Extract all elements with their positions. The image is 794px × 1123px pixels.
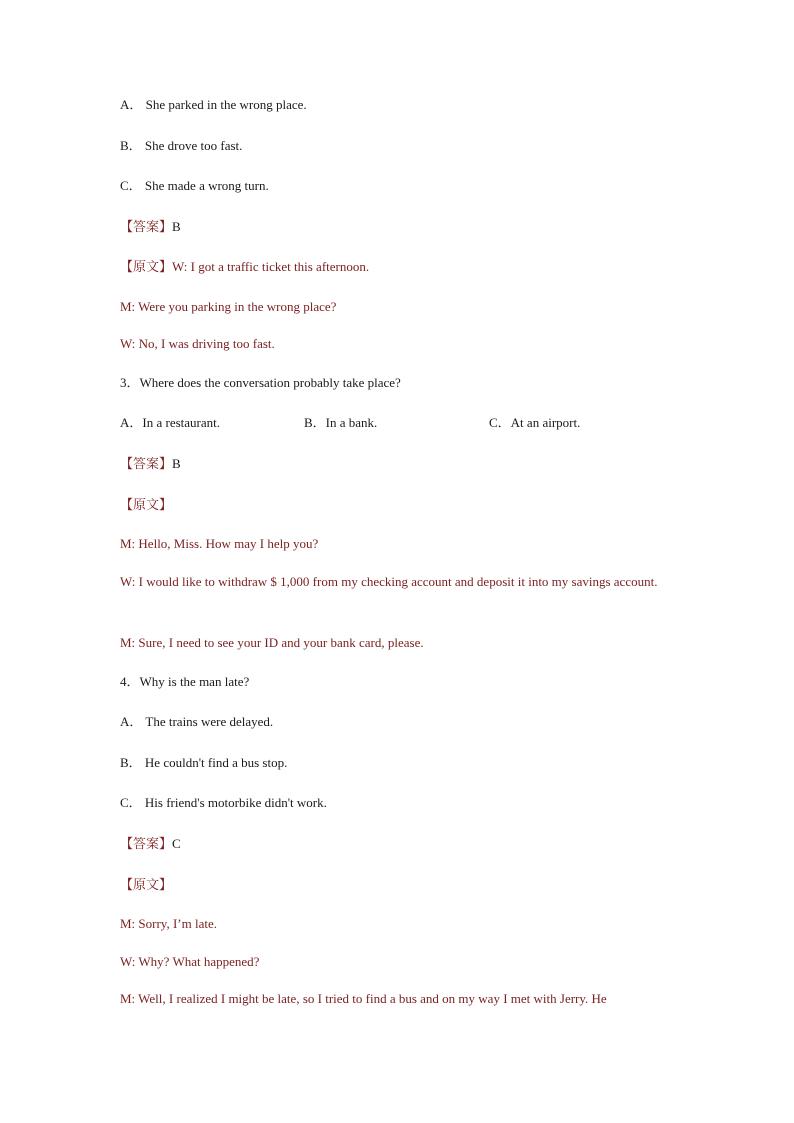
q3-option-a: A．In a restaurant. <box>120 415 220 430</box>
q3-option-b: B．In a bank. <box>304 415 378 430</box>
answer-tag: 【答案】 <box>120 836 173 851</box>
transcript-line: W: No, I was driving too fast. <box>120 336 275 351</box>
answer-value: B <box>172 456 181 471</box>
q4-option-c: C． His friend's motorbike didn't work. <box>120 795 327 810</box>
q2-answer <box>120 218 181 236</box>
q2-option-b: B． She drove too fast. <box>120 138 243 153</box>
transcript-line: W: Why? What happened? <box>120 954 260 969</box>
q4-option-a: A． The trains were delayed. <box>120 714 274 729</box>
q4-question: 4．Why is the man late? <box>120 674 250 689</box>
transcript-line: M: Sorry, I’m late. <box>120 916 217 931</box>
q2-option-c: C． She made a wrong turn. <box>120 178 269 193</box>
answer-value: B <box>172 219 181 234</box>
q4-transcript-tag: 【原文】 <box>120 877 173 892</box>
q4-answer <box>120 835 181 853</box>
q4-option-b: B． He couldn't find a bus stop. <box>120 755 288 770</box>
answer-tag: 【答案】 <box>120 219 173 234</box>
transcript-tag: 【原文】 <box>120 259 173 274</box>
answer-value: C <box>172 836 181 851</box>
answer-tag: 【答案】 <box>120 456 173 471</box>
q2-transcript-first <box>120 258 369 276</box>
transcript-line: M: Hello, Miss. How may I help you? <box>120 536 319 551</box>
transcript-line: W: I would like to withdraw $ 1,000 from my checking account and deposit it into my savings account. <box>120 574 658 589</box>
transcript-line: M: Sure, I need to see your ID and your bank card, please. <box>120 635 424 650</box>
q2-option-a: A． She parked in the wrong place. <box>120 97 307 112</box>
transcript-line: M: Well, I realized I might be late, so I tried to find a bus and on my way I met with Jerry. He <box>120 991 607 1006</box>
q3-transcript-tag: 【原文】 <box>120 497 173 512</box>
q3-question: 3．Where does the conversation probably take place? <box>120 375 401 390</box>
transcript-line: W: I got a traffic ticket this afternoon. <box>172 259 370 274</box>
q3-option-c: C．At an airport. <box>489 415 581 430</box>
q3-answer <box>120 455 181 473</box>
transcript-line: M: Were you parking in the wrong place? <box>120 299 337 314</box>
